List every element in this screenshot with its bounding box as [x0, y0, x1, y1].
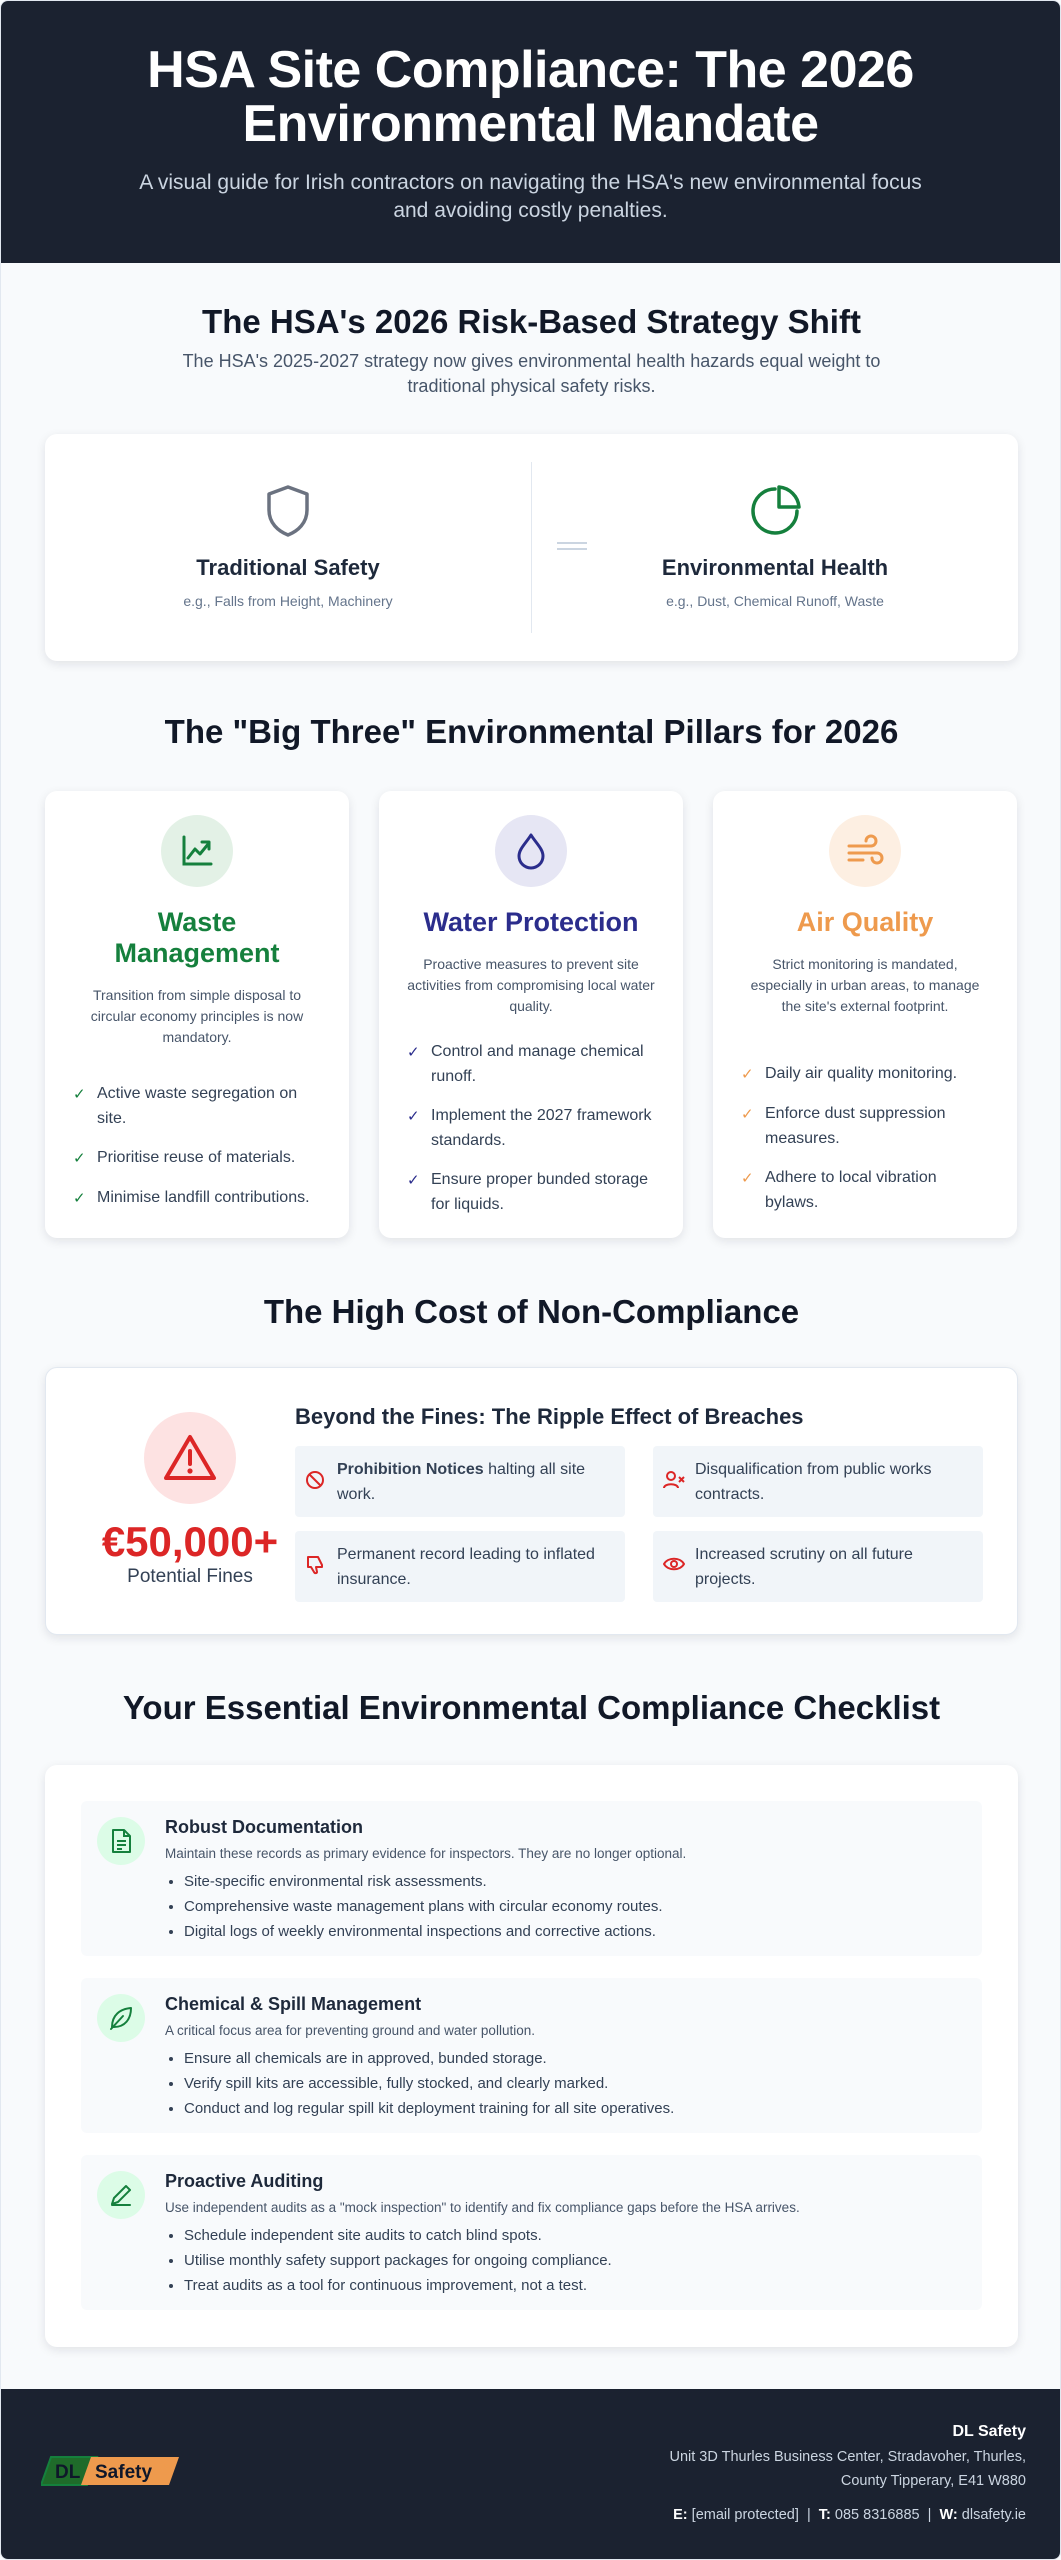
list-item: ✓ Control and manage chemical runoff. [407, 1039, 655, 1089]
checklist-item-title: Proactive Auditing [165, 2171, 324, 2191]
document-icon [97, 1817, 145, 1865]
pillar-points [73, 1081, 321, 1225]
fine-amount: €50,000+ [101, 1518, 279, 1565]
footer [1, 2389, 1061, 2560]
list-item: ✓ Active waste segregation on site. [73, 1081, 321, 1131]
trend-chart-icon [161, 815, 233, 887]
effect-item: Increased scrutiny on all future projects. [653, 1531, 983, 1602]
list-item: ✓ Implement the 2027 framework standards. [407, 1103, 655, 1153]
checklist-points [165, 1869, 982, 1944]
traditional-safety-panel [45, 434, 531, 661]
pillar-points [407, 1039, 655, 1231]
list-item: • Schedule independent site audits to catch blind spots. [184, 2223, 982, 2248]
list-item: • Comprehensive waste management plans with circular economy routes. [184, 1894, 982, 1919]
leaf-icon [97, 1994, 145, 2042]
list-item: • Treat audits as a tool for continuous improvement, not a test. [184, 2273, 982, 2298]
cost-title: The High Cost of Non-Compliance [263, 1293, 800, 1330]
list-item: ✓ Enforce dust suppression measures. [741, 1101, 989, 1151]
page-subtitle: A visual guide for Irish contractors on navigating the HSA's new environmental focus and avoiding costly penalties. [139, 171, 922, 222]
effects-grid [295, 1446, 995, 1602]
eye-icon [663, 1542, 695, 1602]
check-icon: ✓ [407, 1044, 420, 1061]
pencil-icon [97, 2171, 145, 2219]
pillar-description: Strict monitoring is mandated, especially in urban areas, to manage the site's external footprint. [750, 956, 980, 1014]
strategy-card [45, 434, 1018, 661]
check-icon: ✓ [73, 1086, 86, 1103]
list-item: ✓ Ensure proper bunded storage for liquids. [407, 1167, 655, 1217]
list-item: • Digital logs of weekly environmental inspections and corrective actions. [184, 1919, 982, 1944]
traditional-safety-example: e.g., Falls from Height, Machinery [183, 593, 393, 609]
pillar-description: Proactive measures to prevent site activities from compromising local water quality. [407, 956, 655, 1014]
contact-line: E: [email protected] | T: 085 8316885 | W: dlsafety.ie [673, 2507, 1026, 2523]
warning-icon [144, 1412, 236, 1504]
check-icon: ✓ [407, 1172, 420, 1189]
company-details [669, 2423, 1026, 2523]
list-item: • Site-specific environmental risk assessments. [184, 1869, 982, 1894]
checklist-item-chemical [81, 1978, 982, 2133]
pillar-water-protection [379, 791, 683, 1238]
checklist-card [45, 1765, 1018, 2347]
checklist-item-documentation [81, 1801, 982, 1956]
list-item: ✓ Prioritise reuse of materials. [73, 1145, 321, 1171]
website-link[interactable]: dlsafety.ie [961, 2507, 1026, 2523]
checklist-points [165, 2046, 982, 2121]
pillar-description: Transition from simple disposal to circular economy principles is now mandatory. [90, 987, 304, 1045]
check-icon: ✓ [741, 1170, 754, 1187]
hero-header [1, 1, 1060, 263]
company-name: DL Safety [952, 2423, 1026, 2440]
list-item: • Conduct and log regular spill kit deployment training for all site operatives. [184, 2096, 982, 2121]
check-icon: ✓ [73, 1190, 86, 1207]
pillar-title: Air Quality [796, 907, 934, 937]
pillar-points [741, 1061, 989, 1229]
strategy-title: The HSA's 2026 Risk-Based Strategy Shift [202, 303, 861, 340]
checklist-title: Your Essential Environmental Compliance Checklist [122, 1689, 941, 1726]
environmental-health-panel [532, 434, 1018, 661]
pie-chart-icon [748, 525, 802, 542]
checklist-item-title: Robust Documentation [165, 1817, 363, 1837]
thumbs-down-icon [305, 1542, 337, 1602]
checklist-item-title: Chemical & Spill Management [165, 1994, 422, 2014]
pillar-waste-management [45, 791, 349, 1238]
list-item: ✓ Adhere to local vibration bylaws. [741, 1165, 989, 1215]
checklist-item-auditing [81, 2155, 982, 2310]
check-icon: ✓ [407, 1108, 420, 1125]
svg-text:DL: DL [55, 2462, 81, 2483]
email-link[interactable]: [email protected] [691, 2507, 799, 2523]
list-item: • Ensure all chemicals are in approved, bunded storage. [184, 2046, 982, 2071]
list-item: • Utilise monthly safety support packages for ongoing compliance. [184, 2248, 982, 2273]
phone-link[interactable]: 085 8316885 [834, 2507, 920, 2523]
water-drop-icon [495, 815, 567, 887]
effects-title: Beyond the Fines: The Ripple Effect of Breaches [295, 1404, 804, 1429]
effect-item: Disqualification from public works contracts. [653, 1446, 983, 1517]
pillar-air-quality [713, 791, 1017, 1238]
strategy-subtitle: The HSA's 2025-2027 strategy now gives environmental health hazards equal weight to traditional physical safety risks. [182, 351, 881, 396]
fine-label: Potential Fines [127, 1566, 253, 1587]
checklist-item-description: Maintain these records as primary evidence for inspectors. They are no longer optional. [165, 1846, 687, 1861]
fine-panel [70, 1412, 310, 1588]
list-item: ✓ Daily air quality monitoring. [741, 1061, 989, 1087]
check-icon: ✓ [741, 1066, 754, 1083]
environmental-health-title: Environmental Health [661, 555, 889, 580]
svg-text:Safety: Safety [95, 2462, 153, 2483]
equals-icon [557, 542, 587, 550]
checklist-points [165, 2223, 982, 2298]
dl-safety-logo [41, 2455, 179, 2492]
traditional-safety-title: Traditional Safety [196, 555, 380, 580]
company-address: Unit 3D Thurles Business Center, Stradavoher, Thurles, County Tipperary, E41 W880 [669, 2449, 1026, 2489]
cost-card [45, 1367, 1018, 1635]
effect-item: Prohibition Notices halting all site work. [295, 1446, 625, 1517]
wind-icon [829, 815, 901, 887]
checklist-item-description: Use independent audits as a "mock inspection" to identify and fix compliance gaps before the HSA arrives. [165, 2200, 800, 2215]
pillar-title: Water Protection [423, 907, 639, 937]
prohibited-icon [305, 1457, 337, 1517]
pillars-title: The "Big Three" Environmental Pillars for 2026 [164, 713, 899, 750]
effect-item: Permanent record leading to inflated insurance. [295, 1531, 625, 1602]
check-icon: ✓ [741, 1106, 754, 1123]
environmental-health-example: e.g., Dust, Chemical Runoff, Waste [666, 593, 884, 609]
checklist-item-description: A critical focus area for preventing ground and water pollution. [165, 2023, 535, 2038]
user-x-icon [663, 1457, 695, 1517]
list-item: ✓ Minimise landfill contributions. [73, 1185, 321, 1211]
shield-icon [264, 525, 312, 542]
list-item: • Verify spill kits are accessible, fully stocked, and clearly marked. [184, 2071, 982, 2096]
effects-panel [295, 1404, 995, 1602]
strategy-section [1, 303, 1061, 399]
pillar-title: Waste Management [114, 907, 280, 968]
check-icon: ✓ [73, 1150, 86, 1167]
page-title: HSA Site Compliance: The 2026 Environmental Mandate [147, 41, 914, 153]
